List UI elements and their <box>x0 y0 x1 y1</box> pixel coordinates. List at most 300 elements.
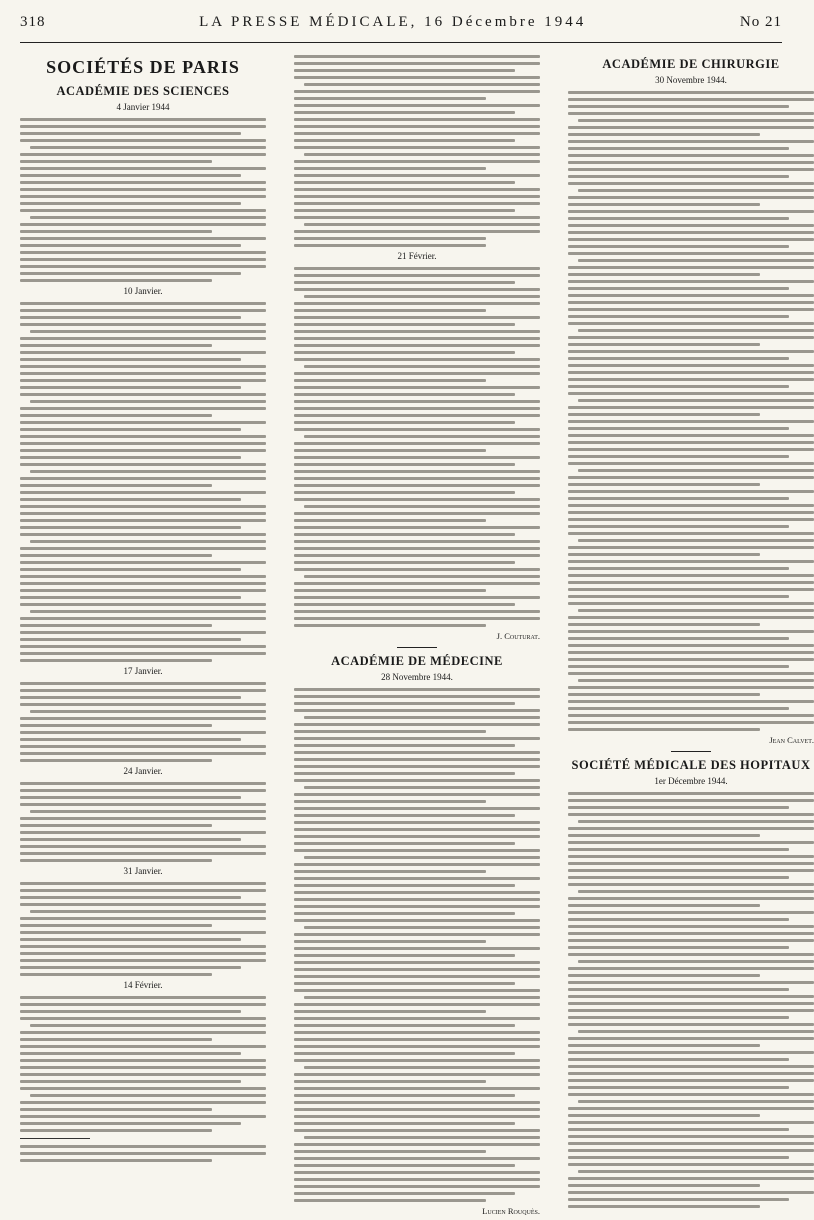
text-line <box>20 195 266 198</box>
text-line <box>568 1163 814 1166</box>
text-line <box>20 1129 212 1132</box>
text-line <box>568 644 814 647</box>
text-line <box>20 351 266 354</box>
text-line <box>20 188 266 191</box>
text-line <box>304 786 540 789</box>
text-line <box>20 652 266 655</box>
text-line <box>568 511 814 514</box>
article-text-block <box>568 790 814 1208</box>
text-line <box>30 330 266 333</box>
text-line <box>568 911 814 914</box>
text-line <box>20 724 212 727</box>
text-line <box>30 540 266 543</box>
text-line <box>20 118 266 121</box>
text-line <box>294 1052 515 1055</box>
text-line <box>294 905 540 908</box>
text-line <box>294 316 540 319</box>
page-number: 318 <box>20 14 46 30</box>
article-text-block <box>294 53 540 247</box>
text-line <box>578 609 814 612</box>
text-line <box>294 244 486 247</box>
text-line <box>20 463 266 466</box>
article-text-block <box>20 116 266 282</box>
text-line <box>294 1094 515 1097</box>
text-line <box>20 782 266 785</box>
text-line <box>294 181 515 184</box>
text-line <box>568 792 814 795</box>
text-line <box>294 877 540 880</box>
text-line <box>20 309 266 312</box>
text-line <box>20 824 212 827</box>
text-line <box>294 596 540 599</box>
text-line <box>20 889 266 892</box>
text-line <box>20 803 266 806</box>
text-line <box>20 365 266 368</box>
text-line <box>568 946 789 949</box>
text-line <box>20 435 266 438</box>
text-line <box>20 931 266 934</box>
text-line <box>20 379 266 382</box>
text-line <box>294 828 540 831</box>
text-line <box>20 244 241 247</box>
text-line <box>20 202 241 205</box>
text-line <box>294 174 540 177</box>
text-line <box>294 891 540 894</box>
text-line <box>294 288 540 291</box>
text-line <box>294 688 540 691</box>
text-line <box>294 407 540 410</box>
text-line <box>294 1108 540 1111</box>
article-text-block <box>20 994 266 1132</box>
text-line <box>20 1108 212 1111</box>
text-line <box>20 237 266 240</box>
text-line <box>20 358 241 361</box>
text-line <box>294 989 540 992</box>
text-line <box>294 933 540 936</box>
text-line <box>30 610 266 613</box>
text-line <box>30 1094 266 1097</box>
text-line <box>568 707 789 710</box>
text-line <box>30 910 266 913</box>
text-line <box>294 603 515 606</box>
text-line <box>294 730 486 733</box>
text-line <box>568 672 814 675</box>
text-line <box>578 1030 814 1033</box>
text-line <box>568 883 814 886</box>
text-line <box>294 344 540 347</box>
text-line <box>568 658 814 661</box>
text-line <box>20 477 266 480</box>
text-line <box>568 196 814 199</box>
text-line <box>20 682 266 685</box>
text-line <box>20 1038 212 1041</box>
text-line <box>294 309 486 312</box>
text-line <box>304 223 540 226</box>
signature: Lucien Rouquès. <box>482 1206 540 1216</box>
text-line <box>20 132 241 135</box>
text-line <box>294 1122 515 1125</box>
text-line <box>20 421 266 424</box>
separator-rule <box>397 647 437 648</box>
text-line <box>568 1058 789 1061</box>
text-line <box>568 1205 760 1208</box>
text-line <box>304 83 540 86</box>
text-line <box>294 940 486 943</box>
text-line <box>294 919 540 922</box>
text-line <box>294 723 540 726</box>
text-line <box>30 710 266 713</box>
text-line <box>20 484 212 487</box>
text-line <box>294 470 540 473</box>
text-line <box>20 505 266 508</box>
text-line <box>20 386 241 389</box>
text-line <box>294 421 515 424</box>
session-date: 17 Janvier. <box>123 666 163 676</box>
text-line <box>294 118 540 121</box>
text-line <box>20 223 266 226</box>
text-line <box>568 588 814 591</box>
text-line <box>568 1142 814 1145</box>
text-line <box>294 477 540 480</box>
text-line <box>568 967 814 970</box>
text-line <box>568 693 760 696</box>
text-line <box>568 1093 814 1096</box>
text-line <box>20 428 241 431</box>
text-line <box>294 554 540 557</box>
column-2 <box>294 53 540 1220</box>
text-line <box>294 132 540 135</box>
text-line <box>20 659 212 662</box>
text-line <box>20 1152 266 1155</box>
text-line <box>568 476 814 479</box>
text-line <box>578 329 814 332</box>
text-line <box>294 1199 486 1202</box>
text-line <box>568 266 814 269</box>
text-line <box>568 918 789 921</box>
text-line <box>568 455 789 458</box>
text-line <box>294 386 540 389</box>
session-date: 30 Novembre 1944. <box>655 75 727 85</box>
text-line <box>294 547 540 550</box>
text-line <box>568 799 814 802</box>
text-line <box>20 631 266 634</box>
text-line <box>294 954 515 957</box>
text-line <box>294 146 540 149</box>
text-line <box>20 181 266 184</box>
text-line <box>20 251 266 254</box>
text-line <box>294 772 515 775</box>
text-line <box>294 512 540 515</box>
text-line <box>294 1178 540 1181</box>
text-line <box>568 1065 814 1068</box>
text-line <box>20 645 266 648</box>
text-line <box>20 265 266 268</box>
text-line <box>294 358 540 361</box>
text-line <box>294 55 540 58</box>
text-line <box>20 230 212 233</box>
text-line <box>568 434 814 437</box>
separator-rule <box>671 751 711 752</box>
text-line <box>568 1149 814 1152</box>
text-line <box>20 302 266 305</box>
text-line <box>20 209 266 212</box>
text-line <box>30 1024 266 1027</box>
text-line <box>568 462 814 465</box>
text-line <box>20 796 241 799</box>
text-line <box>20 1159 212 1162</box>
text-line <box>568 210 814 213</box>
text-line <box>294 744 515 747</box>
text-line <box>568 168 814 171</box>
text-line <box>294 1115 540 1118</box>
text-line <box>294 1045 540 1048</box>
text-line <box>568 308 814 311</box>
text-line <box>20 617 266 620</box>
text-line <box>568 448 814 451</box>
text-line <box>568 553 760 556</box>
text-line <box>20 153 266 156</box>
column-1 <box>20 53 266 1220</box>
text-line <box>568 651 814 654</box>
text-line <box>568 560 814 563</box>
text-line <box>20 759 212 762</box>
text-line <box>20 638 241 641</box>
text-line <box>20 596 241 599</box>
text-line <box>568 602 814 605</box>
text-line <box>294 807 540 810</box>
text-line <box>294 1150 486 1153</box>
text-line <box>294 1024 515 1027</box>
text-line <box>568 1128 789 1131</box>
text-line <box>20 882 266 885</box>
text-line <box>294 779 540 782</box>
issue-number: No 21 <box>739 14 782 30</box>
text-line <box>294 230 540 233</box>
text-line <box>20 789 266 792</box>
session-date: 21 Février. <box>397 251 437 261</box>
text-line <box>578 119 814 122</box>
article-text-block <box>20 300 266 662</box>
text-line <box>20 603 266 606</box>
text-line <box>294 568 540 571</box>
text-line <box>20 414 212 417</box>
text-line <box>304 365 540 368</box>
text-line <box>568 287 789 290</box>
text-line <box>568 981 814 984</box>
text-line <box>578 960 814 963</box>
session-date: 4 Janvier 1944 <box>116 102 170 112</box>
text-line <box>304 505 540 508</box>
text-line <box>578 469 814 472</box>
text-line <box>20 526 241 529</box>
text-line <box>568 1184 760 1187</box>
text-line <box>20 139 266 142</box>
text-line <box>20 1087 266 1090</box>
text-line <box>568 336 814 339</box>
text-line <box>294 589 486 592</box>
text-line <box>294 1101 540 1104</box>
text-line <box>294 442 540 445</box>
text-line <box>294 1164 515 1167</box>
text-line <box>20 703 266 706</box>
text-line <box>568 848 789 851</box>
text-line <box>568 728 760 731</box>
text-line <box>20 973 212 976</box>
text-line <box>568 1044 760 1047</box>
text-line <box>20 1031 266 1034</box>
text-line <box>294 793 540 796</box>
text-line <box>294 561 515 564</box>
text-line <box>568 1198 789 1201</box>
text-line <box>30 470 266 473</box>
text-line <box>20 344 212 347</box>
text-line <box>20 1052 241 1055</box>
text-line <box>568 420 814 423</box>
text-line <box>294 533 515 536</box>
text-line <box>20 575 266 578</box>
text-line <box>20 372 266 375</box>
text-line <box>20 272 241 275</box>
text-line <box>568 490 814 493</box>
text-line <box>294 351 515 354</box>
text-line <box>568 441 814 444</box>
text-line <box>568 252 814 255</box>
article-text-block <box>294 265 540 627</box>
text-line <box>294 702 515 705</box>
text-line <box>20 498 241 501</box>
text-line <box>294 456 540 459</box>
text-line <box>20 1080 241 1083</box>
text-line <box>20 279 212 282</box>
text-line <box>20 938 241 941</box>
text-line <box>294 76 540 79</box>
text-line <box>568 665 789 668</box>
text-line <box>20 903 266 906</box>
text-line <box>20 996 266 999</box>
text-line <box>568 714 814 717</box>
text-line <box>20 491 266 494</box>
text-line <box>568 406 814 409</box>
text-line <box>568 862 814 865</box>
text-line <box>294 139 515 142</box>
text-line <box>568 378 814 381</box>
section-title-academie-medecine: ACADÉMIE DE MÉDECINE <box>331 654 503 668</box>
text-line <box>294 1031 540 1034</box>
text-line <box>294 842 515 845</box>
article-text-block <box>568 89 814 731</box>
text-line <box>568 869 814 872</box>
text-line <box>568 1051 814 1054</box>
session-date: 10 Janvier. <box>123 286 163 296</box>
text-line <box>294 104 540 107</box>
article-text-block <box>20 780 266 862</box>
text-line <box>294 1059 540 1062</box>
text-line <box>294 428 540 431</box>
text-line <box>294 835 540 838</box>
text-line <box>568 988 789 991</box>
text-line <box>568 203 760 206</box>
text-line <box>20 533 266 536</box>
text-line <box>294 379 486 382</box>
text-line <box>568 350 814 353</box>
text-line <box>20 731 266 734</box>
text-line <box>304 996 540 999</box>
text-line <box>568 925 814 928</box>
session-date: 31 Janvier. <box>123 866 163 876</box>
text-line <box>568 301 814 304</box>
text-line <box>294 330 540 333</box>
text-line <box>568 322 814 325</box>
text-line <box>20 952 266 955</box>
text-line <box>294 484 540 487</box>
text-line <box>568 427 789 430</box>
text-line <box>304 716 540 719</box>
text-line <box>294 975 540 978</box>
session-date: 24 Janvier. <box>123 766 163 776</box>
text-line <box>568 273 760 276</box>
text-line <box>20 959 266 962</box>
text-line <box>20 456 241 459</box>
text-line <box>20 561 266 564</box>
text-line <box>568 721 814 724</box>
text-line <box>294 302 540 305</box>
text-line <box>294 125 540 128</box>
session-date: 28 Novembre 1944. <box>381 672 453 682</box>
text-line <box>568 343 760 346</box>
text-line <box>304 926 540 929</box>
columns <box>20 53 814 1220</box>
text-line <box>568 1191 814 1194</box>
text-line <box>578 1170 814 1173</box>
text-line <box>20 1145 266 1148</box>
text-line <box>568 974 760 977</box>
text-line <box>294 610 540 613</box>
text-line <box>294 1073 540 1076</box>
text-line <box>578 679 814 682</box>
text-line <box>20 449 266 452</box>
text-line <box>20 845 266 848</box>
text-line <box>20 167 266 170</box>
text-line <box>20 258 266 261</box>
text-line <box>20 1101 266 1104</box>
text-line <box>568 1016 789 1019</box>
text-line <box>294 968 540 971</box>
text-line <box>294 947 540 950</box>
text-line <box>30 810 266 813</box>
text-line <box>20 554 212 557</box>
text-line <box>568 238 814 241</box>
text-line <box>20 717 266 720</box>
text-line <box>568 904 760 907</box>
text-line <box>20 1010 241 1013</box>
text-line <box>294 751 540 754</box>
text-line <box>568 112 814 115</box>
text-line <box>294 526 540 529</box>
text-line <box>294 188 540 191</box>
text-line <box>294 281 515 284</box>
text-line <box>294 821 540 824</box>
text-line <box>568 574 814 577</box>
text-line <box>20 817 266 820</box>
text-line <box>568 1107 814 1110</box>
text-line <box>568 392 814 395</box>
text-line <box>294 69 515 72</box>
text-line <box>568 700 814 703</box>
text-line <box>294 695 540 698</box>
text-line <box>20 738 241 741</box>
text-line <box>20 442 266 445</box>
text-line <box>568 686 814 689</box>
